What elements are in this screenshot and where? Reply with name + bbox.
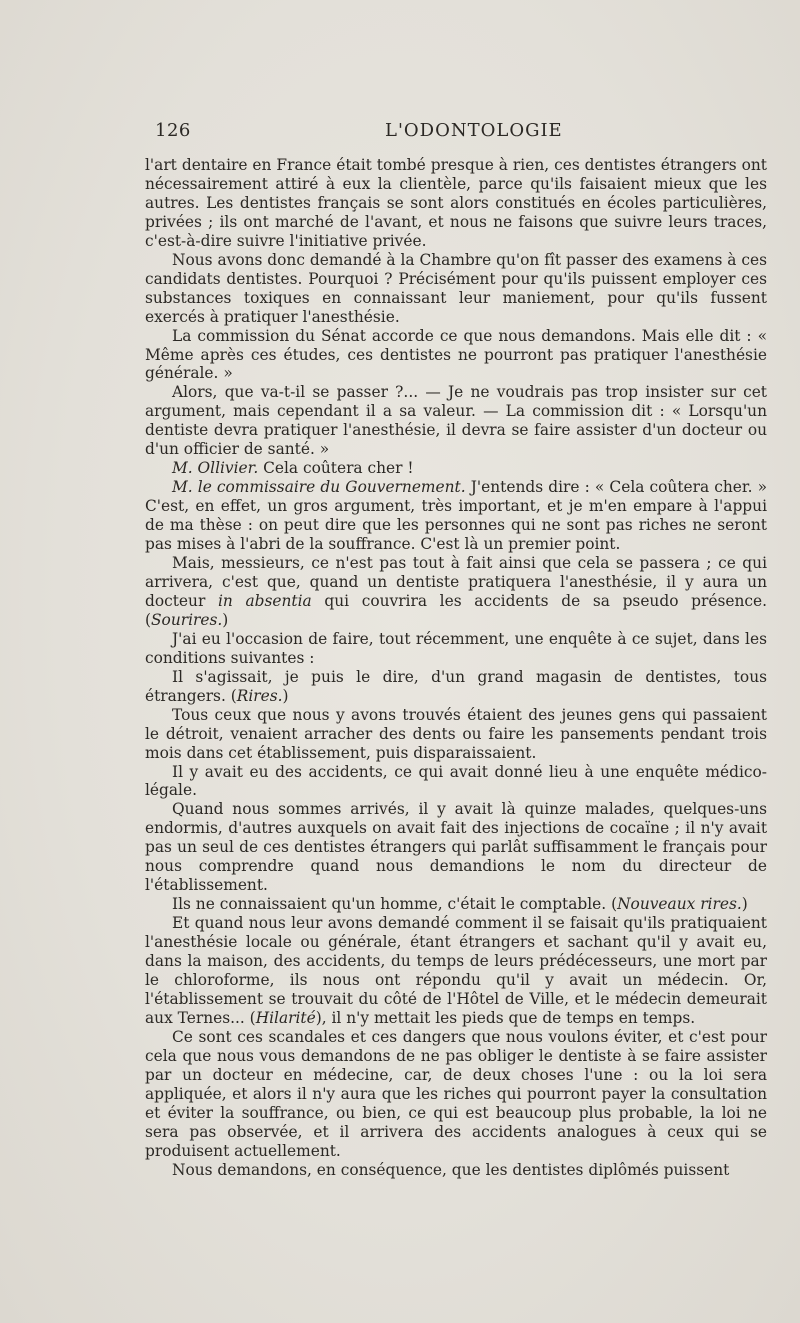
text-run: Mais, messieurs, ce n'est pas tout à fait ainsi que cela se passera ; ce qui arrivera, c'est que, quand un dentiste pratiquera l'anesthésie, il y aura un docteur xyxy=(145,554,767,610)
text-run: Ils ne connaissaient qu'un homme, c'était le comptable. ( xyxy=(172,895,618,914)
body-text xyxy=(145,156,767,1179)
running-title: L'ODONTOLOGIE xyxy=(385,120,563,141)
paragraph xyxy=(145,800,767,895)
page-number: 126 xyxy=(155,120,191,141)
italic-text: in absentia xyxy=(217,591,312,610)
paragraph xyxy=(145,478,767,554)
text-run: Tous ceux que nous y avons trouvés étaient des jeunes gens qui passaient le détroit, venaient arracher des dents ou faire les pansements pendant trois mois dans cet établissement, puis disparaissaient. xyxy=(145,705,767,762)
paragraph xyxy=(145,251,767,327)
paragraph xyxy=(145,327,767,384)
paragraph xyxy=(145,554,767,630)
italic-text: Nouveaux rires. xyxy=(617,895,742,914)
text-run: Cela coûtera cher ! xyxy=(258,459,414,478)
text-run: Il y avait eu des accidents, ce qui avait donné lieu à une enquête médico-légale. xyxy=(145,762,767,800)
italic-text: Rires. xyxy=(236,686,283,705)
paragraph xyxy=(145,763,767,801)
paragraph xyxy=(145,459,767,478)
paragraph xyxy=(145,1028,767,1161)
paragraph xyxy=(145,156,767,251)
text-run: l'art dentaire en France était tombé presque à rien, ces dentistes étrangers ont nécessairement attiré à eux la clientèle, parce qu'ils faisaient mieux que les autres. Les dentistes français se sont alors constitués en écoles particulières, privées ; ils ont marché de l'avant, et nous ne faisons que suivre leurs traces, c'est-à-dire suivre l'initiative privée. xyxy=(145,156,767,250)
paragraph xyxy=(145,706,767,763)
text-run: ), il n'y mettait les pieds que de temps en temps. xyxy=(315,1008,696,1027)
paragraph xyxy=(145,668,767,706)
text-run: Nous avons donc demandé à la Chambre qu'on fît passer des examens à ces candidats dentistes. Pourquoi ? Précisément pour qu'ils puissent employer ces substances toxiques en connaissant leur maniement, pour qu'ils fussent exercés à pratiquer l'anesthésie. xyxy=(145,250,767,326)
text-run: J'ai eu l'occasion de faire, tout récemment, une enquête à ce sujet, dans les conditions suivantes : xyxy=(145,629,767,667)
paragraph xyxy=(145,914,767,1028)
text-run: Nous demandons, en conséquence, que les dentistes diplômés puissent xyxy=(172,1160,730,1179)
text-run: J'entends dire : « Cela coûtera cher. » C'est, en effet, un gros argument, très important, et je m'en empare à l'appui de ma thèse : on peut dire que les personnes qui ne sont pas riches ne seront pas mises à l'abri de la souffrance. C'est là un premier point. xyxy=(145,478,768,554)
text-run: ) xyxy=(282,686,289,705)
text-run: ) xyxy=(741,895,748,914)
italic-text: Sourires. xyxy=(151,610,223,629)
text-run: La commission du Sénat accorde ce que nous demandons. Mais elle dit : « Même après ces études, ces dentistes ne pourront pas pratiquer l'anesthésie générale. » xyxy=(145,326,767,383)
page-header xyxy=(155,120,767,144)
paragraph xyxy=(145,630,767,668)
text-run: Alors, que va-t-il se passer ?... — Je ne voudrais pas trop insister sur cet argument, mais cependant il a sa valeur. — La commission dit : « Lorsqu'un dentiste devra pratiquer l'anesthésie, il devra se faire assister d'un docteur ou d'un officier de santé. » xyxy=(145,383,767,459)
paragraph xyxy=(145,895,767,914)
text-run: Quand nous sommes arrivés, il y avait là quinze malades, quelques-uns endormis, d'autres auxquels on avait fait des injections de cocaïne ; il n'y avait pas un seul de ces dentistes étrangers qui parlât suffisamment le français pour nous comprendre quand nous demandions le nom du directeur de l'établissement. xyxy=(145,800,767,895)
text-run: qui couvrira les accidents de sa pseudo présence. ( xyxy=(145,591,767,629)
paragraph xyxy=(145,383,767,459)
italic-text: Hilarité xyxy=(255,1008,316,1027)
italic-text: M. Ollivier. xyxy=(172,459,259,478)
text-run: Il s'agissait, je puis le dire, d'un grand magasin de dentistes, tous étrangers. ( xyxy=(145,667,767,705)
text-run: ) xyxy=(222,610,229,629)
italic-text: M. le commissaire du Gouvernement. xyxy=(172,478,466,497)
text-run: Ce sont ces scandales et ces dangers que nous voulons éviter, et c'est pour cela que nous vous demandons de ne pas obliger le dentiste à se faire assister par un docteur en médecine, car, de deux choses l'une : ou la loi sera appliquée, et alors il n'y aura que les riches qui pourront payer la consultation et éviter la souffrance, ou bien, ce qui est beaucoup plus probable, la loi ne sera pas observée, et il arrivera des accidents analogues à ceux qui se produisent actuellement. xyxy=(145,1027,767,1160)
text-run: Et quand nous leur avons demandé comment il se faisait qu'ils pratiquaient l'anesthésie locale ou générale, étant étrangers et sachant qu'il y avait eu, dans la maison, des accidents, du temps de leurs prédécesseurs, une mort par le chloroforme, ils nous ont répondu qu'il y avait un médecin. Or, l'établissement se trouvait du côté de l'Hôtel de Ville, et le médecin demeurait aux Ternes... ( xyxy=(145,914,767,1027)
paragraph xyxy=(145,1161,767,1180)
